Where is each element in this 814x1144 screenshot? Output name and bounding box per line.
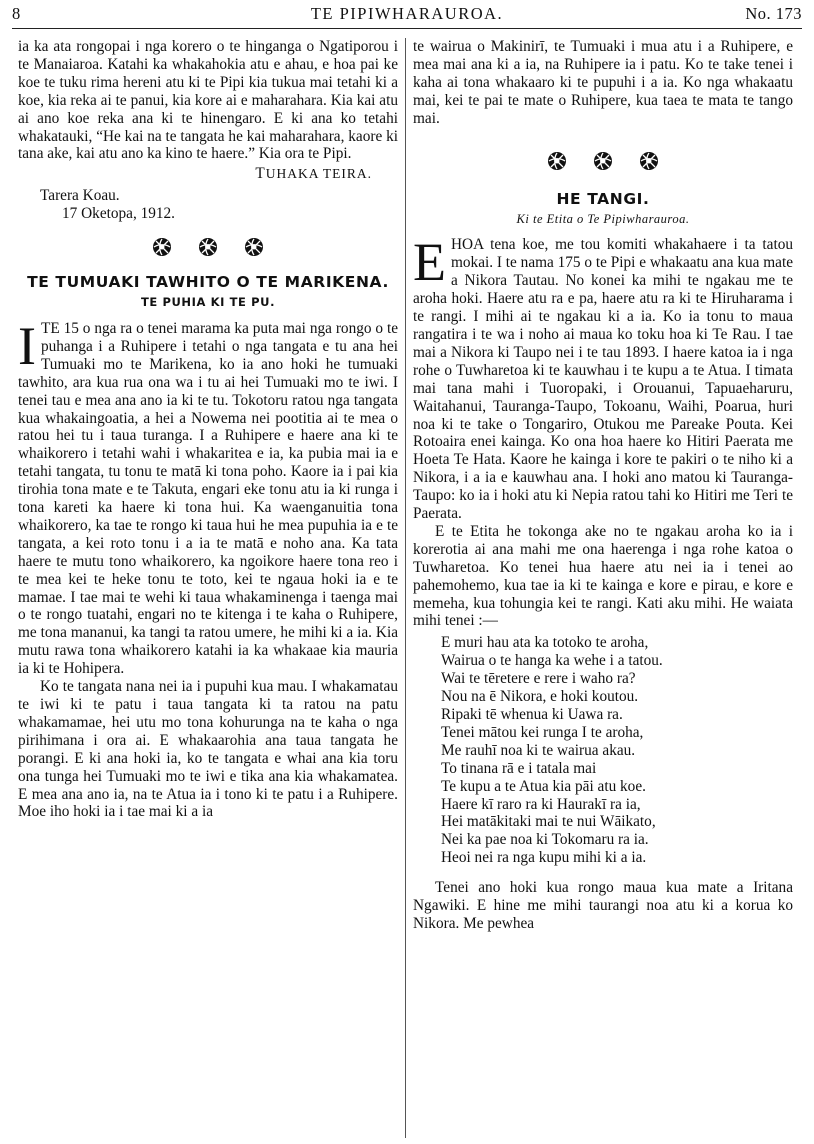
drop-cap: E (413, 232, 446, 293)
letter-date: 17 Oketopa, 1912. (62, 205, 176, 223)
poem-line: Nei ka pae noa ki Tokomaru ra ia. (441, 831, 649, 849)
article-paragraph: Tenei ano hoki kua rongo maua kua mate a Iritana Ngawiki. E hine me mihi taurangi noa atu ki a korua ko Nikora. Me pewhea (413, 879, 793, 932)
flower-ornament-icon (197, 236, 219, 258)
left-column (18, 38, 398, 821)
poem-line: Me rauhī noa ki te wairua akau. (441, 741, 636, 759)
article-paragraph: Ko te tangata nana nei ia i pupuhi kua mau. I whakamatau te iwi ki te patu i taua tangata ki ta ratou na patu whakamamae, hei utu mo tona kohurunga na te kaha o nga pirihimana i ora ai. E whakaarohia ana taua tangata he porangi. E ki ana hoki ia, ko te tangata e whai ana kia toru ona tunga hei Tumuaki mo te iwi e tika ana kia whakamatea. E mea ana ano ia, na te Atua ia i tono ki te patu i a Ruhipere. Moe iho hoki ia i tae mai ki a ia (18, 678, 398, 821)
article-subtitle: Ki te Etita o Te Pipiwharauroa. (516, 211, 690, 226)
poem-line: To tinana rā e i tatala mai (441, 759, 597, 777)
article-paragraph: EHOA tena koe, me tou komiti whakahaere i ta tatou mokai. I te nama 175 o te Pipi e whakaatu ana kua mate a Nikora Tautau. No konei ka mihi te ngakau me te aroha hoki. Haere atu ra e pa, haere atu ra ki te Hiruharama i te rangi. I mihi ai te ngakau ki a ia. Ko ia tonu to maua rangatira i te wa i noho ai maua ko toku hoa ki Te Rau. I tae mai a Nikora ki Taupo nei i te tau 1893. I haere katoa ia i nga rohe o Tuwharetoa ki te kauwhau i te kupu a te Atua. I timata mai tana mahi i Tuoropaki, i Orouanui, Tapuaeharuru, Waitahanui, Tauranga-Taupo, Tokoanu, Waihi, Poarua, huri noa ki te take o Tongariro, Otukou me Pareake Pouta. Kei Rotoaira enei kainga. Ko ona hoa haere ko Hitiri Paerata me Hoeta Te Hata. Kaore he kainga i kore te pakiri o te niho ki a Nikora, i a ia e kauwhau ana. I hoki ano matou ki Tauranga-Taupo: ko ia i hoki atu ki Nepia ratou tahi ko Hitiri me Teri te Paerata. (413, 232, 793, 523)
poem-line: Heoi nei ra nga kupu mihi ki a ia. (441, 849, 647, 867)
flower-ornament-icon (592, 150, 614, 172)
poem-line: Wairua o te hanga ka wehe i a tatou. (441, 652, 663, 670)
article-continuation: te wairua o Makinirī, te Tumuaki i mua atu i a Ruhipere, e mea mai ana ki a ia, na Ruhipere ia i patu. Ko te take tenei i kaha ai tona whakaaro ki te pupuhi i a ia. Ko nga whakaatu mai, kei te pai te mate o Ruhipere, kua taea te mata te tango mai. (413, 38, 793, 127)
column-divider (405, 38, 406, 1138)
poem-line: Wai te tēretere e rere i waho ra? (441, 670, 636, 688)
letter-continuation: ia ka ata rongopai i nga korero o te hinganga o Ngatiporou i te Manaiaroa. Katahi ka whakahokia atu e ahau, e hoa pai ke koe te tuku rima hereni atu ki te Pipi kia tukua mai tetahi ki a koe, kia reka ai te panui, kia kore ai e maharahara. Kia kai atu ai ano koe reka ana ki te hinengaro. E ki ana ko tetahi whakatauki, “He kai na te tangata he kai maharahara, kaore ki tana ake, kai atu ano ka kino te haere.” Kia ora te Pipi. (18, 38, 398, 163)
poem-line: Haere kī raro ra ki Haurakī ra ia, (441, 795, 641, 813)
page-number: 8 (12, 4, 21, 23)
poem-line: Nou na ē Nikora, e hoki koutou. (441, 688, 639, 706)
flower-ornament-icon (243, 236, 265, 258)
poem-line: Te kupu a te Atua kia pāi atu koe. (441, 777, 646, 795)
flower-ornament-icon (546, 150, 568, 172)
poem-line: Tenei mātou kei runga I te aroha, (441, 723, 644, 741)
article-paragraph: ITE 15 o nga ra o tenei marama ka puta mai nga rongo o te puhanga i a Ruhipere i tetahi o nga tangata e tu ana hei Tumuaki mo te Marikena, ko ia ano hoki he tumuaki tawhito, ara kua rua ona wa i tu ai hei Tumuaki mo te iwi. I tenei tau e mea ana ano ia ki te tu. Tokotoru ratou nga tangata kua whakaingoatia, a hei a Nowema nei pootitia ai te mea o ratou hei tu i taua turanga. I a Ruhipere e haere ana ki te whaikorero i tetahi wahi i whakaritea e ia, ka pubia mai ia e tetahi tangata, tu tonu te matā ki tona poho. Kaore ia i pai kia tirohia tona mate e te Takuta, engari eke tonu atu ia ki runga i tona kareti ka haere ki tona hui. Ka waenganuitia tona whaikorero, ka tae te rongo ki taua hui he mea pupuhia ia e te tangata, a kei roto tonu i a ia te matā e noho ana. Ka tata haere te mutu tono whaikorero, ka ngoikore haere tona reo i te mea kei te heke tonu te toto, kei te ngaua hoki ia e te mamae. I tae mai te wehi ki taua whakaminenga i taenga mai o te rongo tuatahi, engari no te kitenga i te kaha o Ruhipere, me tona mananui, ka tangi ta ratou umere, he mihi ki a ia. Kia mutu rawa tona whaikorero katahi ia ka whakaae kia mauria ia ki te Hohipera. (18, 315, 398, 678)
article-paragraph: E te Etita he tokonga ake no te ngakau aroha ko ia i korerotia ai ana mahi me ona haerenga i nga rohe katoa o Tuwharetoa. Ko tenei hua haere atu nei ia i tenei ao pahemohemo, kua tae ia ki te kainga e kore e pirau, e kore e memeha, kua tohungia kei te rangi. Kati aku mihi. He waiata mihi tenei :— (413, 522, 793, 630)
right-column (413, 38, 793, 933)
issue-number: No. 173 (745, 4, 802, 23)
flower-ornament-icon (638, 150, 660, 172)
publication-title: TE PIPIWHARAUROA. (310, 4, 504, 23)
section-ornament (413, 150, 793, 176)
article-title: TE TUMUAKI TAWHITO O TE MARIKENA. (27, 273, 389, 292)
section-ornament (18, 236, 398, 262)
poem-line: E muri hau ata ka totoko te aroha, (441, 634, 649, 652)
letter-signature: TUHAKA TEIRA. (255, 165, 372, 183)
article-title: HE TANGI. (556, 189, 650, 208)
letter-place: Tarera Koau. (40, 187, 120, 205)
article-subtitle: TE PUHIA KI TE PU. (140, 295, 276, 310)
poem-line: Ripaki tē whenua ki Uawa ra. (441, 706, 623, 723)
flower-ornament-icon (151, 236, 173, 258)
poem (441, 634, 793, 867)
poem-line: Hei matākitaki mai te nui Wāikato, (441, 813, 656, 831)
page-header (12, 2, 802, 29)
drop-cap: I (18, 315, 36, 376)
